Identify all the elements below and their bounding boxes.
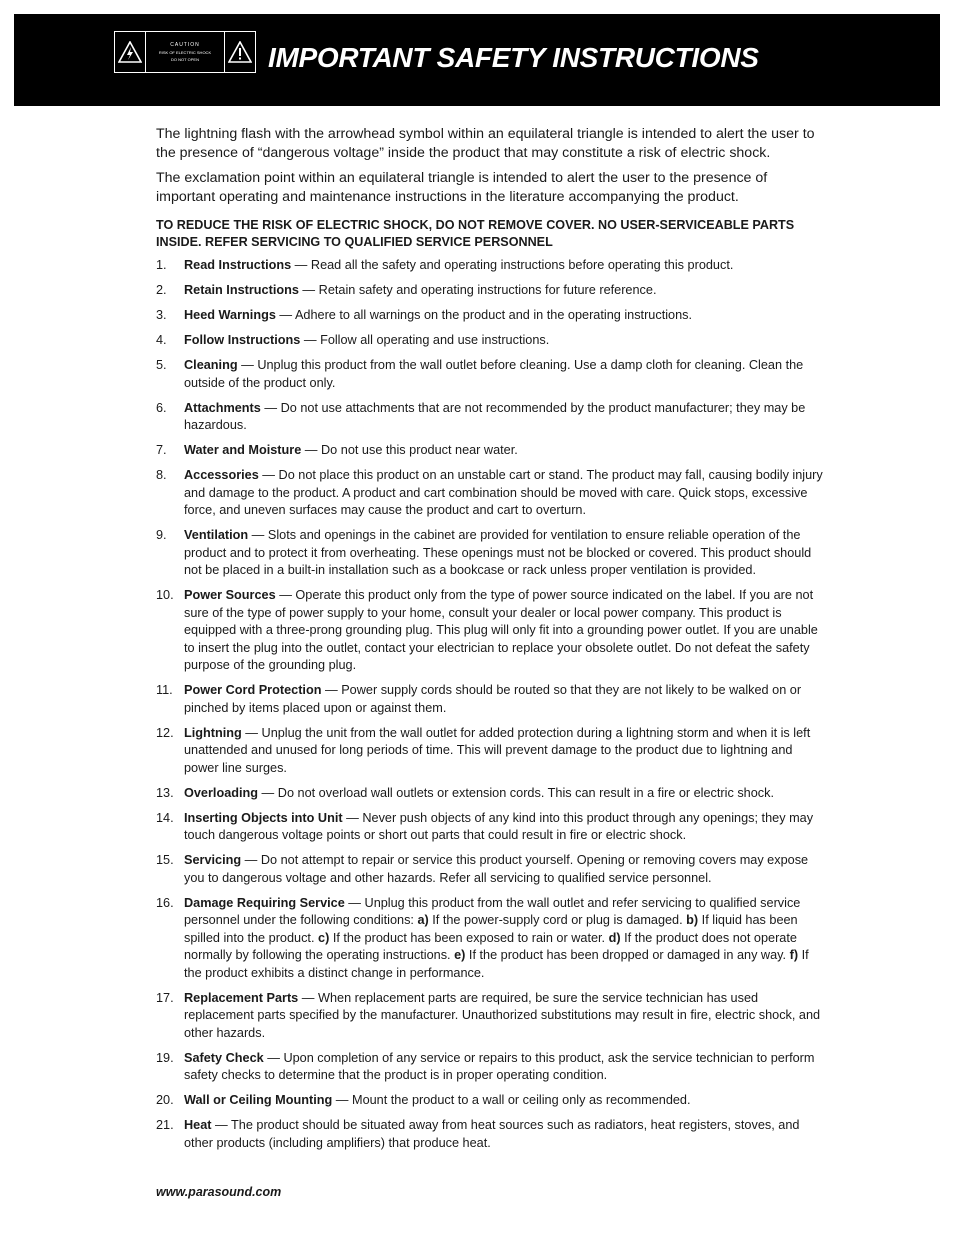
- list-item: [156, 895, 828, 983]
- item-number: 8.: [156, 468, 167, 482]
- exclamation-triangle-icon: [225, 32, 255, 72]
- item-term: Wall or Ceiling Mounting: [184, 1093, 333, 1107]
- item-text: Unplug this product from the wall outlet before cleaning. Use a damp cloth for cleaning. Clean the outside of the product only.: [184, 358, 804, 390]
- item-text: Slots and openings in the cabinet are provided for ventilation to ensure reliable operation of the product and to protect it from overheating. These openings must not be blocked or covered. This product should not be placed in a built-in installation such as a bookcase or rack unless proper ventilation is provided.: [184, 528, 812, 577]
- item-text: Unplug the unit from the wall outlet for added protection during a lightning storm and when it is left unattended and unused for long periods of time. This will prevent damage to the product due to lightning and power line surges.: [184, 725, 811, 775]
- item-text: If the product does not operate normally by following the operating instructions.: [184, 930, 797, 962]
- list-item: [156, 725, 828, 778]
- list-item: [156, 1117, 828, 1152]
- item-number: 4.: [156, 333, 167, 347]
- item-text: If the product exhibits a distinct change in performance.: [184, 948, 809, 980]
- item-text: If the product has been dropped or damaged in any way.: [465, 948, 790, 962]
- item-number: 21.: [156, 1118, 174, 1132]
- item-separator: [261, 401, 281, 415]
- item-term: Ventilation: [184, 528, 249, 542]
- item-separator: [291, 258, 311, 272]
- item-number: 16.: [156, 895, 174, 910]
- item-text: Do not attempt to repair or service this product yourself. Opening or removing covers may expose you to dangerous voltage and other hazards. Refer all servicing to qualified service personnel.: [184, 853, 809, 885]
- item-number: 10.: [156, 588, 174, 602]
- item-term: Heed Warnings: [184, 308, 276, 322]
- item-text: Adhere to all warnings on the product and in the operating instructions.: [294, 308, 693, 322]
- item-separator: [241, 853, 261, 867]
- condition-marker: b): [686, 913, 699, 927]
- item-term: Overloading: [184, 785, 259, 800]
- item-text: Mount the product to a wall or ceiling only as recommended.: [352, 1093, 691, 1107]
- item-number: 13.: [156, 785, 174, 800]
- list-item: [156, 467, 828, 520]
- list-item: [156, 990, 828, 1043]
- item-text: If the product has been exposed to rain or water.: [329, 930, 609, 945]
- list-item: [156, 682, 828, 717]
- item-number: 19.: [156, 1050, 174, 1065]
- item-number: 3.: [156, 308, 167, 322]
- list-item: [156, 282, 828, 300]
- warning-risk-text: RISK OF ELECTRIC SHOCK: [158, 50, 212, 55]
- item-number: 20.: [156, 1093, 174, 1107]
- item-term: Attachments: [184, 400, 261, 415]
- warning-label: [114, 31, 256, 73]
- list-item: [156, 810, 828, 845]
- item-number: 15.: [156, 853, 174, 867]
- lightning-triangle-icon: [115, 32, 145, 72]
- intro-paragraph: The exclamation point within an equilateral triangle is intended to alert the user to the presence of important operating and maintenance instructions in the literature accompanying the product.: [156, 170, 768, 205]
- item-text: Follow all operating and use instructions.: [320, 333, 550, 347]
- item-text: If the power-supply cord or plug is damaged.: [428, 913, 687, 927]
- page-title: IMPORTANT SAFETY INSTRUCTIONS: [268, 42, 759, 73]
- list-item: [156, 332, 828, 350]
- item-number: 11.: [156, 683, 173, 697]
- item-text: Do not overload wall outlets or extension cords. This can result in a fire or electric shock.: [277, 785, 774, 800]
- website-url: www.parasound.com: [156, 1185, 282, 1199]
- item-term: Retain Instructions: [184, 283, 299, 297]
- item-separator: [300, 333, 320, 347]
- item-separator: [343, 811, 363, 825]
- item-term: Replacement Parts: [184, 990, 299, 1005]
- condition-marker: f): [789, 948, 799, 962]
- condition-marker: c): [318, 930, 330, 945]
- item-separator: [301, 443, 321, 457]
- item-term: Cleaning: [184, 358, 238, 372]
- item-separator: [321, 683, 341, 697]
- item-separator: [276, 308, 295, 322]
- list-item: [156, 527, 828, 580]
- item-text: Retain safety and operating instructions for future reference.: [318, 283, 657, 297]
- item-text: Operate this product only from the type of power source indicated on the label. If you are not sure of the type of power supply to your home, consult your dealer or local power company. This product is equipped with a three-prong grounding plug. This plug will only fit into a grounding power outlet. If you are unable to insert the plug into the outlet, contact your electrician to replace your obsolete outlet. Do not defeat the safety purpose of the grounding plug.: [184, 588, 818, 672]
- item-separator: [259, 468, 279, 482]
- item-text: Power supply cords should be routed so that they are not likely to be walked on or pinched by items placed upon or against them.: [184, 683, 802, 715]
- item-number: 17.: [156, 990, 174, 1005]
- item-number: 6.: [156, 400, 167, 415]
- item-separator: [258, 786, 278, 800]
- item-term: Power Sources: [184, 588, 276, 602]
- item-text: Never push objects of any kind into this product through any openings; they may touch dangerous voltage points or short out parts that could result in fire or electric shock.: [184, 810, 814, 842]
- item-number: 5.: [156, 358, 167, 372]
- warning-do-not-open: DO NOT OPEN: [171, 57, 199, 62]
- item-term: Safety Check: [184, 1050, 264, 1065]
- condition-marker: a): [417, 913, 429, 927]
- condition-marker: e): [454, 948, 466, 962]
- item-term: Water and Moisture: [184, 443, 302, 457]
- item-text: Unplug this product from the wall outlet and refer servicing to qualified service personnel under the following conditions:: [184, 895, 801, 927]
- caution-statement: TO REDUCE THE RISK OF ELECTRIC SHOCK, DO NOT REMOVE COVER. NO USER-SERVICEABLE PARTS INSIDE. REFER SERVICING TO QUALIFIED SERVICE PERSONNEL: [156, 218, 795, 249]
- item-number: 9.: [156, 528, 167, 542]
- item-term: Lightning: [184, 725, 242, 740]
- item-number: 7.: [156, 443, 167, 457]
- item-number: 12.: [156, 725, 174, 740]
- item-term: Inserting Objects into Unit: [184, 810, 343, 825]
- list-item: [156, 357, 828, 392]
- item-term: Heat: [184, 1118, 212, 1132]
- item-separator: [345, 896, 365, 910]
- list-item: [156, 785, 828, 803]
- item-term: Damage Requiring Service: [184, 895, 345, 910]
- list-item: [156, 257, 828, 275]
- item-text: If liquid has been spilled into the product.: [184, 913, 798, 945]
- item-term: Follow Instructions: [184, 333, 301, 347]
- list-item: [156, 307, 828, 325]
- item-number: 1.: [156, 258, 167, 272]
- item-separator: [238, 358, 258, 372]
- item-separator: [248, 528, 268, 542]
- item-separator: [242, 726, 262, 740]
- item-separator: [264, 1051, 284, 1065]
- safety-instructions-list: [156, 257, 828, 1152]
- item-separator: [276, 588, 296, 602]
- item-term: Power Cord Protection: [184, 683, 322, 697]
- item-term: Read Instructions: [184, 258, 292, 272]
- instructions-body: [156, 125, 828, 1160]
- item-number: 2.: [156, 283, 167, 297]
- warning-caution-word: CAUTION: [170, 42, 200, 48]
- list-item: [156, 400, 828, 435]
- list-item: [156, 442, 828, 460]
- item-separator: [212, 1118, 232, 1132]
- item-text: Do not use attachments that are not recommended by the product manufacturer; they may be hazardous.: [184, 400, 806, 432]
- item-separator: [299, 283, 319, 297]
- item-number: 14.: [156, 810, 174, 825]
- item-separator: [298, 991, 318, 1005]
- item-text: Upon completion of any service or repairs to this product, ask the service technician to perform safety checks to determine that the product is in proper operating condition.: [184, 1050, 815, 1082]
- item-text: Do not place this product on an unstable cart or stand. The product may fall, causing bodily injury and damage to the product. A product and cart combination should be moved with care. Quick stops, excessive force, and uneven surfaces may cause the product and cart to overturn.: [184, 468, 823, 517]
- item-text: When replacement parts are required, be sure the service technician has used replacement parts specified by the manufacturer. Unauthorized substitutions may result in fire, electric shock, and other hazards.: [184, 990, 821, 1040]
- item-text: Read all the safety and operating instructions before operating this product.: [310, 258, 734, 272]
- list-item: [156, 1050, 828, 1085]
- condition-marker: d): [608, 930, 621, 945]
- item-term: Servicing: [184, 853, 242, 867]
- list-item: [156, 852, 828, 887]
- item-text: Do not use this product near water.: [321, 443, 518, 457]
- list-item: [156, 1092, 828, 1110]
- item-separator: [332, 1093, 352, 1107]
- warning-label-text: [145, 32, 225, 72]
- list-item: [156, 587, 828, 675]
- intro-paragraph: The lightning flash with the arrowhead symbol within an equilateral triangle is intended to alert the user to the presence of “dangerous voltage” inside the product that may constitute a risk of electric shock.: [156, 126, 815, 161]
- item-text: The product should be situated away from heat sources such as radiators, heat registers, stoves, and other products (including amplifiers) that produce heat.: [184, 1118, 800, 1150]
- item-term: Accessories: [184, 468, 259, 482]
